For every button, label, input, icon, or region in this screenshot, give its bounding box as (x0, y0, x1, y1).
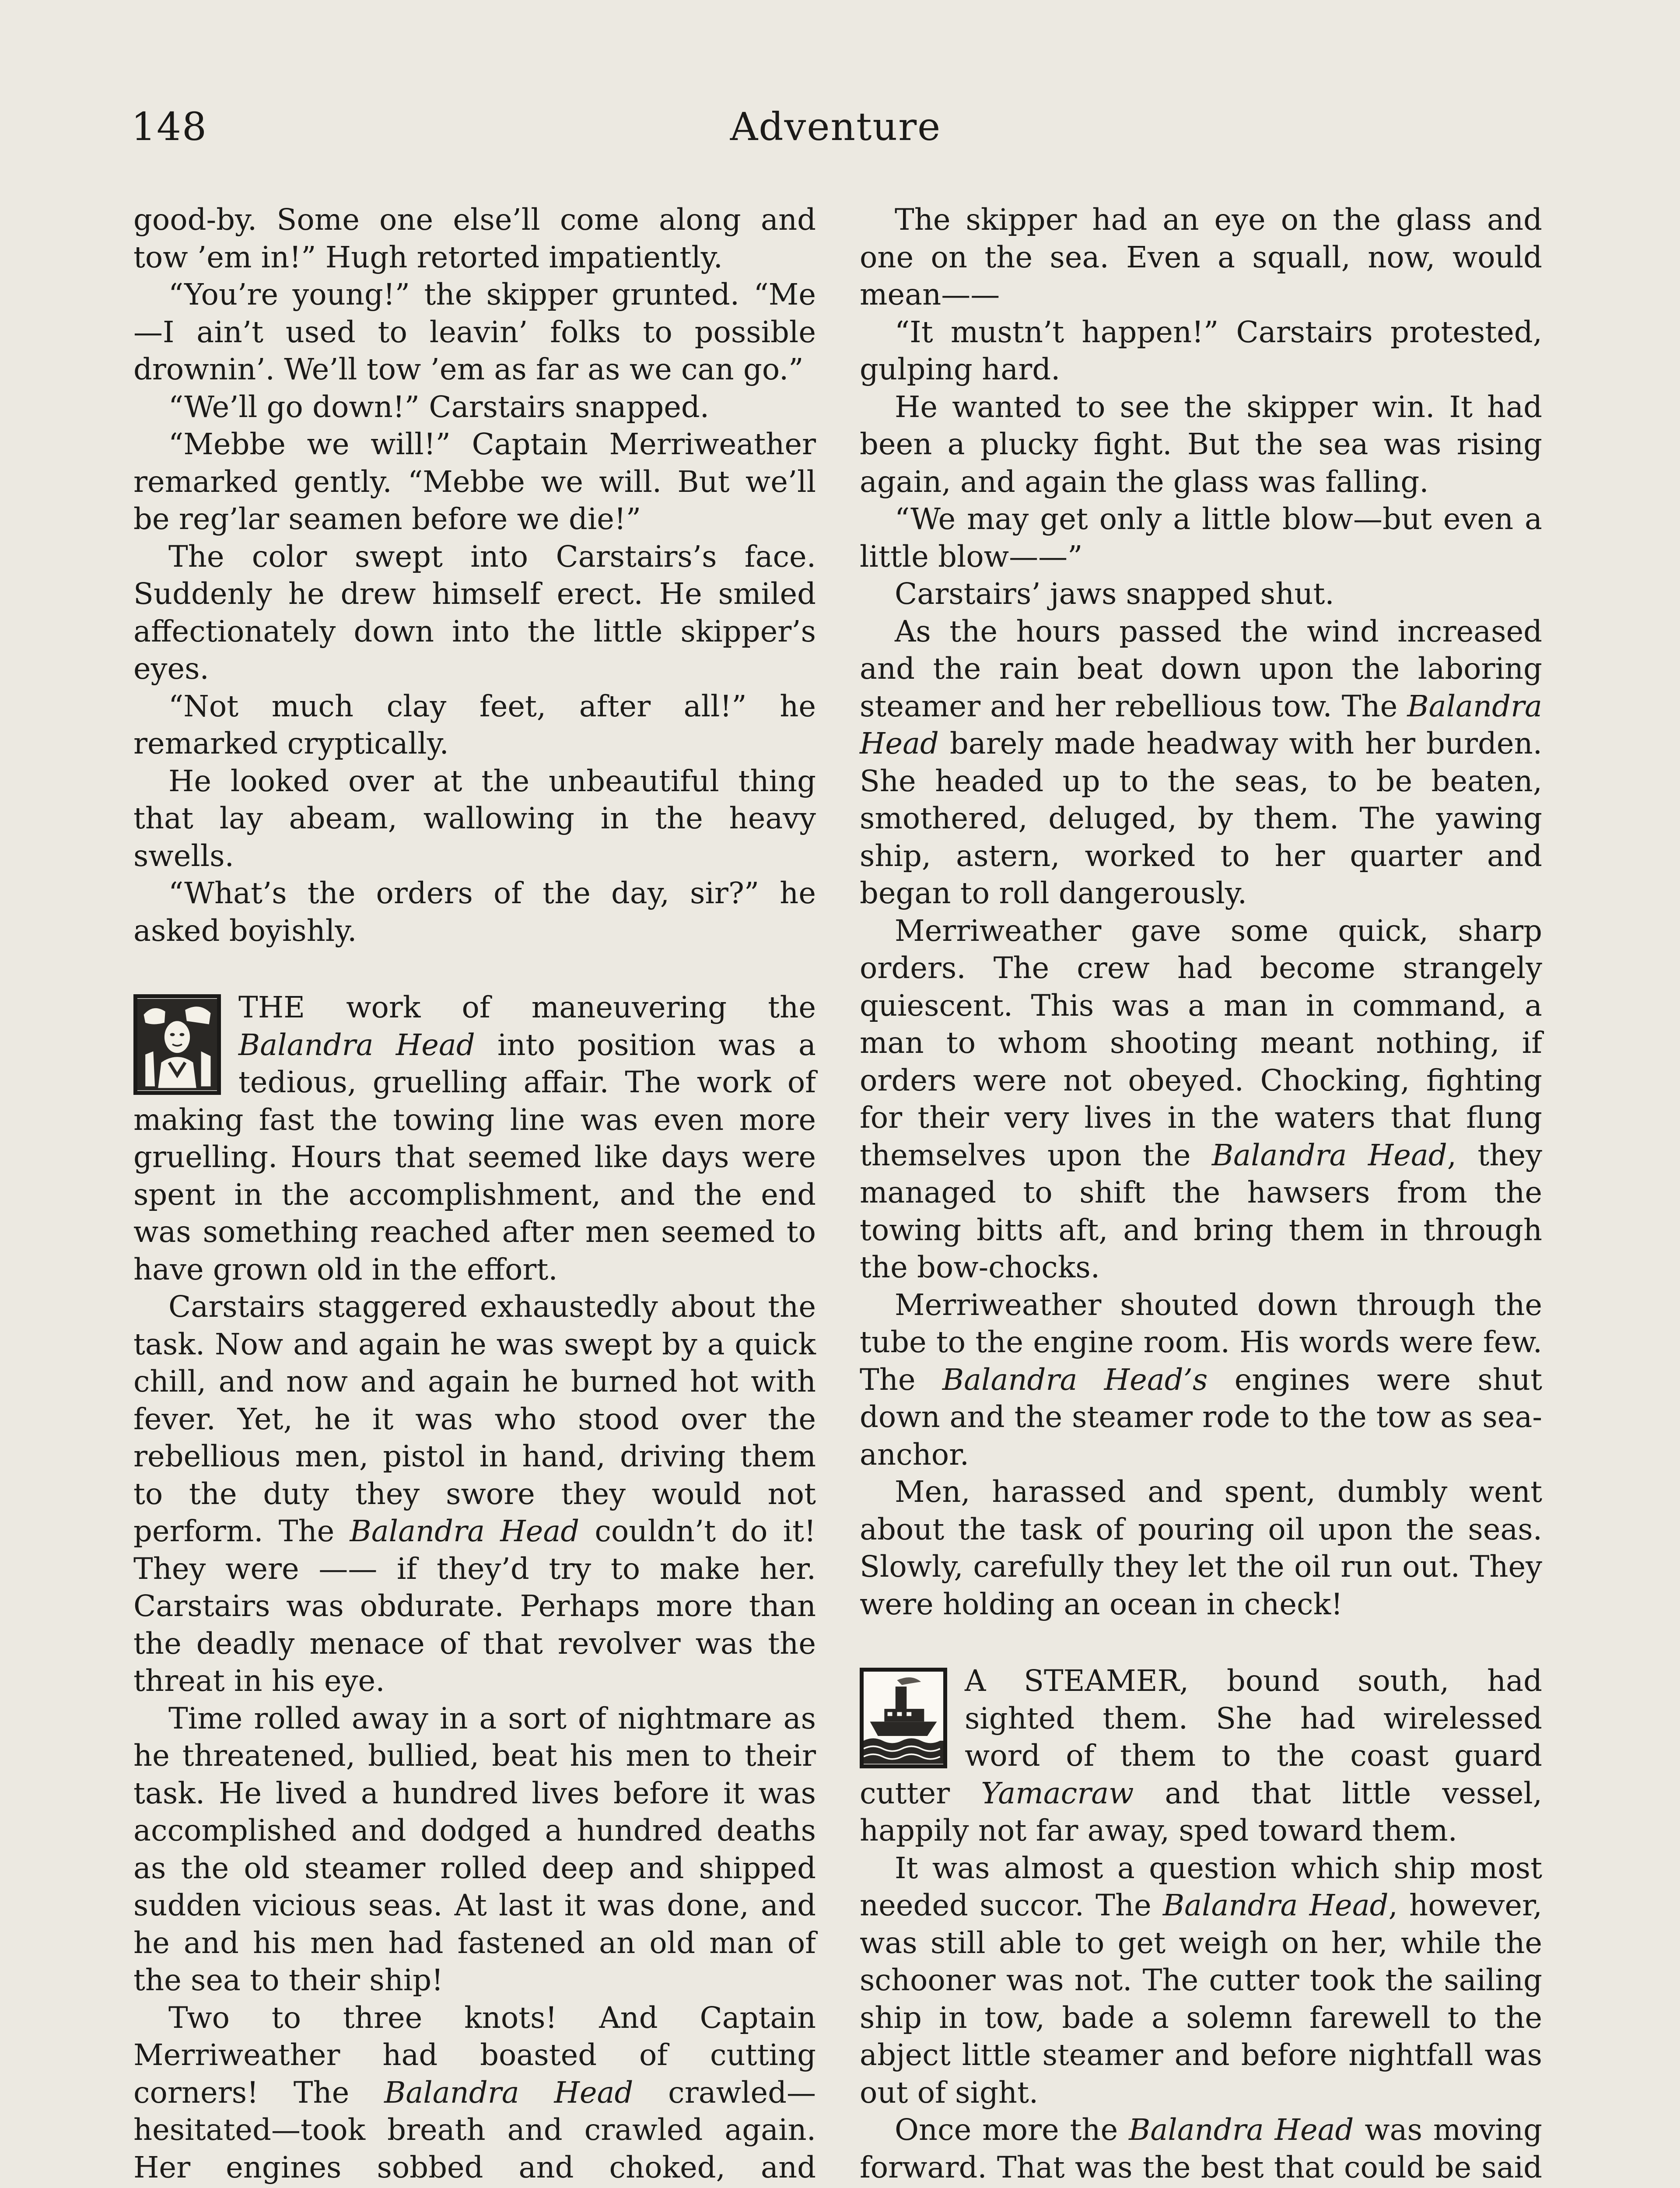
paragraph: It was almost a question which ship most needed succor. The Balandra Head, however, was still able to get weigh on her, while the schooner was not. The cutter took the sailing ship in tow, bade a solemn farewell to the abject little steamer and before nightfall was out of sight. (860, 1851, 1542, 2110)
paragraph: “Mebbe we will!” Captain Merriweather remarked gently. “Mebbe we will. But we’ll be reg’lar seamen before we die!” (133, 427, 816, 536)
right-column (860, 201, 1542, 2188)
ship-name: Balandra Head (1162, 1888, 1389, 1922)
paragraph: Two to three knots! And Captain Merriweather had boasted of cutting corners! The Balandra Head crawled—hesitated—took breath and crawled again. Her engines sobbed and choked, and (133, 2000, 816, 2184)
ship-name: Balandra Head (384, 2075, 634, 2110)
ship-name: Balandra Head (860, 689, 1542, 761)
paragraph: As the hours passed the wind increased and the rain beat down upon the laboring steamer and her rebellious tow. The Balandra Head barely made headway with her burden. She headed up to the seas, to be beaten, smothered, deluged, by them. The yawing ship, astern, worked to her quarter and began to roll dangerously. (860, 614, 1542, 910)
paragraph: “What’s the orders of the day, sir?” he asked boyishly. (133, 876, 816, 948)
sailor-portrait-ornament-icon (133, 994, 221, 1095)
paragraph: He looked over at the unbeautiful thing that lay abeam, wallowing in the heavy swells. (133, 764, 816, 873)
section-lead-paragraph: A STEAMER, bound south, had sighted them. She had wirelessed word of them to the coast guard cutter Yamacraw and that little vessel, happily not far away, sped toward them. (860, 1664, 1543, 1848)
ship-name: Balandra Head (350, 1514, 580, 1548)
paragraph: “We’ll go down!” Carstairs snapped. (168, 389, 710, 424)
paragraph: Carstairs staggered exhaustedly about the task. Now and again he was swept by a quick chill, and now and again he burned hot with fever. Yet, he it was who stood over the rebellious men, pistol in hand, driving them to the duty they swore they would not perform. The Balandra Head couldn’t do it! They were —— if they’d try to make her. Carstairs was obdurate. Perhaps more than the deadly menace of that revolver was the threat in his eye. (133, 1290, 816, 1698)
paragraph: The skipper had an eye on the glass and one on the sea. Even a squall, now, would mean—— (860, 203, 1542, 312)
paragraph: “It mustn’t happen!” Carstairs protested, gulping hard. (860, 315, 1542, 386)
paragraph: good-by. Some one else’ll come along and tow ’em in!” Hugh retorted impatiently. (133, 203, 816, 274)
ship-name: Yamacraw (981, 1776, 1134, 1810)
paragraph: Carstairs’ jaws snapped shut. (895, 577, 1334, 611)
journal-title: Adventure (730, 104, 942, 149)
ship-name: Balandra Head (1129, 2113, 1354, 2147)
page-number: 148 (131, 104, 207, 149)
paragraph: The color swept into Carstairs’s face. Suddenly he drew himself erect. He smiled affectionately down into the little skipper’s eyes. (133, 539, 816, 686)
section-lead-paragraph: THE work of maneuvering the Balandra Head into position was a tedious, gruelling affair. The work of making fast the towing line was even more gruelling. Hours that seemed like days were spent in the accomplishment, and the end was something reached after men seemed to have grown old in the effort. (133, 990, 816, 1287)
ship-name: Balandra Head’s (942, 1362, 1208, 1397)
paragraph: Men, harassed and spent, dumbly went about the task of pouring oil upon the seas. Slowly, carefully they let the oil run out. They were holding an ocean in check! (860, 1475, 1542, 1621)
running-head (131, 101, 1540, 153)
paragraph: Time rolled away in a sort of nightmare as he threatened, bullied, beat his men to their task. He lived a hundred lives before it was accomplished and dodged a hundred deaths as the old steamer rolled deep and shipped sudden vicious seas. At last it was done, and he and his men had fastened an old man of the sea to their ship! (133, 1701, 816, 1997)
ship-name: Balandra Head (1211, 1138, 1447, 1172)
paragraph: “You’re young!” the skipper grunted. “Me—I ain’t used to leavin’ folks to possible drownin’. We’ll tow ’em as far as we can go.” (133, 277, 816, 386)
paragraph: “We may get only a little blow—but even a little blow——” (860, 502, 1542, 574)
left-column (133, 201, 816, 2188)
paragraph: Merriweather gave some quick, sharp orders. The crew had become strangely quiescent. This was a man in command, a man to whom shooting meant nothing, if orders were not obeyed. Chocking, fighting for their very lives in the waters that flung themselves upon the Balandra Head, they managed to shift the hawsers from the towing bitts aft, and bring them in through the bow-chocks. (860, 913, 1542, 1284)
paragraph: Merriweather shouted down through the tube to the engine room. His words were few. The Balandra Head’s engines were shut down and the steamer rode to the tow as sea-anchor. (860, 1287, 1542, 1472)
paragraph: “Not much clay feet, after all!” he remarked cryptically. (133, 689, 816, 761)
paragraph: Once more the Balandra Head was moving forward. That was the best that could be said (860, 2113, 1543, 2184)
steamer-ship-ornament-icon (860, 1668, 947, 1768)
paragraph: He wanted to see the skipper win. It had been a plucky fight. But the sea was rising again, and again the glass was falling. (860, 389, 1542, 499)
ship-name: Balandra Head (238, 1027, 475, 1062)
